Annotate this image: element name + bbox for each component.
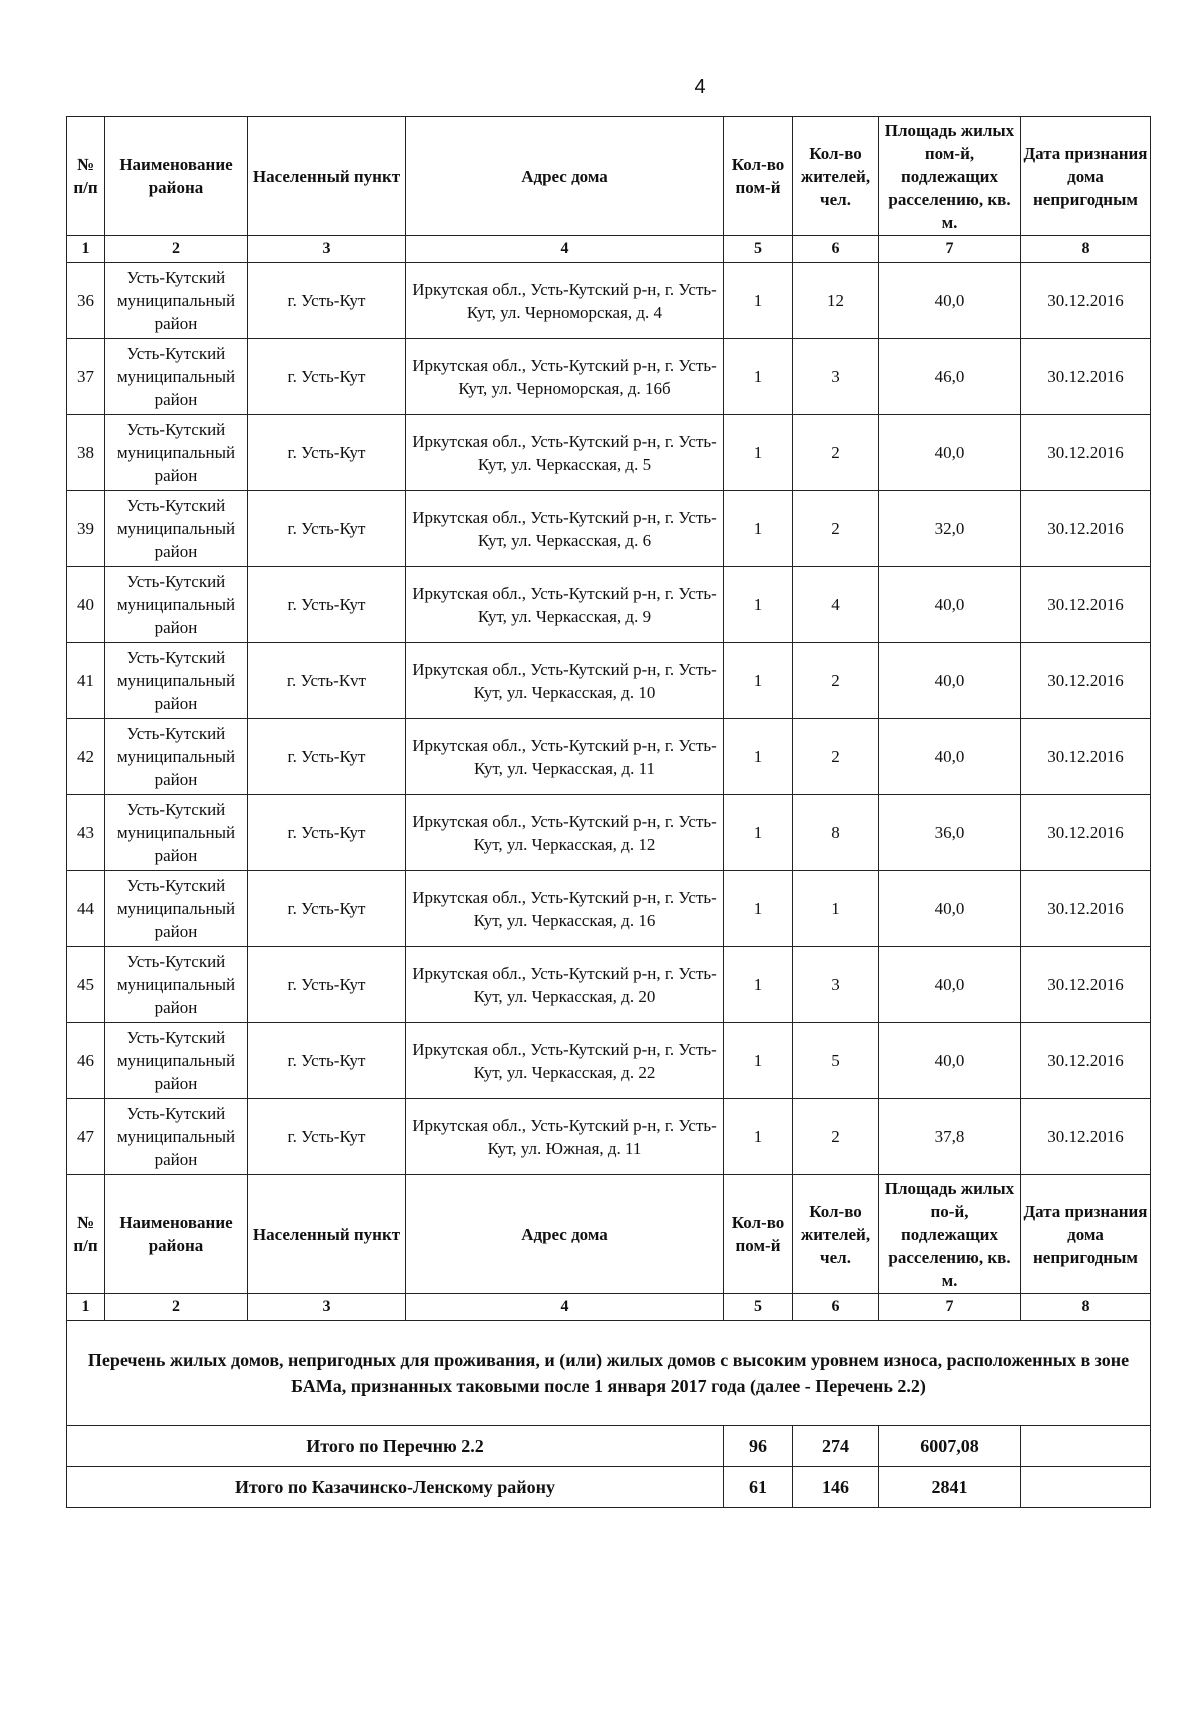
row-settlement: г. Усть-Кут xyxy=(248,947,406,1023)
total-area: 6007,08 xyxy=(879,1426,1021,1467)
column-number: 5 xyxy=(724,1294,793,1321)
row-residents: 2 xyxy=(793,491,879,567)
row-district: Усть-Кутский муниципальный район xyxy=(105,339,248,415)
row-residents: 2 xyxy=(793,719,879,795)
header-premises: Кол-во пом-й xyxy=(724,117,793,236)
header-date: Дата признания дома непригодным xyxy=(1021,117,1151,236)
row-number: 36 xyxy=(67,263,105,339)
column-number: 8 xyxy=(1021,1294,1151,1321)
total-label: Итого по Перечню 2.2 xyxy=(67,1426,724,1467)
row-date: 30.12.2016 xyxy=(1021,491,1151,567)
header-district: Наименование района xyxy=(105,117,248,236)
row-address: Иркутская обл., Усть-Кутский р-н, г. Усть-Кут, ул. Черкасская, д. 10 xyxy=(406,643,724,719)
section-heading: Перечень жилых домов, непригодных для проживания, и (или) жилых домов с высоким уровнем износа, расположенных в зоне БАМа, признанных таковыми после 1 января 2017 года (далее - Перечень 2.2) xyxy=(67,1321,1151,1426)
total-date xyxy=(1021,1426,1151,1467)
row-premises: 1 xyxy=(724,1099,793,1175)
row-premises: 1 xyxy=(724,567,793,643)
row-district: Усть-Кутский муниципальный район xyxy=(105,263,248,339)
table-row xyxy=(67,1023,1151,1099)
row-settlement: г. Усть-Кут xyxy=(248,263,406,339)
row-residents: 2 xyxy=(793,1099,879,1175)
row-district: Усть-Кутский муниципальный район xyxy=(105,719,248,795)
row-address: Иркутская обл., Усть-Кутский р-н, г. Усть-Кут, ул. Черкасская, д. 20 xyxy=(406,947,724,1023)
row-premises: 1 xyxy=(724,947,793,1023)
column-number: 7 xyxy=(879,236,1021,263)
section-heading-row xyxy=(67,1321,1151,1426)
row-district: Усть-Кутский муниципальный район xyxy=(105,643,248,719)
row-premises: 1 xyxy=(724,491,793,567)
column-number: 6 xyxy=(793,1294,879,1321)
row-address: Иркутская обл., Усть-Кутский р-н, г. Усть-Кут, ул. Черкасская, д. 22 xyxy=(406,1023,724,1099)
row-premises: 1 xyxy=(724,795,793,871)
column-number-row xyxy=(67,236,1151,263)
row-residents: 2 xyxy=(793,415,879,491)
header-settlement: Населенный пункт xyxy=(248,1175,406,1294)
row-settlement: г. Усть-Кут xyxy=(248,719,406,795)
row-address: Иркутская обл., Усть-Кутский р-н, г. Усть-Кут, ул. Черкасская, д. 12 xyxy=(406,795,724,871)
row-district: Усть-Кутский муниципальный район xyxy=(105,947,248,1023)
row-date: 30.12.2016 xyxy=(1021,567,1151,643)
header-area: Площадь жилых по-й, подлежащих расселению, кв. м. xyxy=(879,1175,1021,1294)
table-row xyxy=(67,1099,1151,1175)
column-number: 6 xyxy=(793,236,879,263)
row-number: 38 xyxy=(67,415,105,491)
row-date: 30.12.2016 xyxy=(1021,871,1151,947)
row-residents: 3 xyxy=(793,947,879,1023)
row-residents: 4 xyxy=(793,567,879,643)
row-area: 40,0 xyxy=(879,719,1021,795)
total-label: Итого по Казачинско-Ленскому району xyxy=(67,1467,724,1508)
row-area: 40,0 xyxy=(879,643,1021,719)
column-number: 1 xyxy=(67,236,105,263)
row-residents: 8 xyxy=(793,795,879,871)
row-number: 39 xyxy=(67,491,105,567)
page-number xyxy=(0,76,1200,99)
row-residents: 5 xyxy=(793,1023,879,1099)
column-number: 8 xyxy=(1021,236,1151,263)
row-premises: 1 xyxy=(724,263,793,339)
header-residents: Кол-во жителей, чел. xyxy=(793,1175,879,1294)
column-number: 4 xyxy=(406,1294,724,1321)
table-row xyxy=(67,643,1151,719)
row-address: Иркутская обл., Усть-Кутский р-н, г. Усть-Кут, ул. Черкасская, д. 9 xyxy=(406,567,724,643)
header-area: Площадь жилых пом-й, подлежащих расселению, кв. м. xyxy=(879,117,1021,236)
row-area: 40,0 xyxy=(879,947,1021,1023)
column-number: 4 xyxy=(406,236,724,263)
row-residents: 12 xyxy=(793,263,879,339)
row-settlement: г. Усть-Кут xyxy=(248,415,406,491)
row-residents: 2 xyxy=(793,643,879,719)
row-district: Усть-Кутский муниципальный район xyxy=(105,1099,248,1175)
total-row xyxy=(67,1467,1151,1508)
header-settlement: Населенный пункт xyxy=(248,117,406,236)
row-premises: 1 xyxy=(724,719,793,795)
row-number: 47 xyxy=(67,1099,105,1175)
row-date: 30.12.2016 xyxy=(1021,1099,1151,1175)
column-number: 5 xyxy=(724,236,793,263)
column-number: 3 xyxy=(248,236,406,263)
row-number: 37 xyxy=(67,339,105,415)
row-premises: 1 xyxy=(724,643,793,719)
row-date: 30.12.2016 xyxy=(1021,263,1151,339)
row-date: 30.12.2016 xyxy=(1021,795,1151,871)
row-area: 40,0 xyxy=(879,871,1021,947)
row-settlement: г. Усть-Кvт xyxy=(248,643,406,719)
row-district: Усть-Кутский муниципальный район xyxy=(105,567,248,643)
row-date: 30.12.2016 xyxy=(1021,947,1151,1023)
housing-table xyxy=(66,116,1151,1508)
row-date: 30.12.2016 xyxy=(1021,415,1151,491)
row-settlement: г. Усть-Кут xyxy=(248,339,406,415)
table-row xyxy=(67,947,1151,1023)
header-num: № п/п xyxy=(67,117,105,236)
row-address: Иркутская обл., Усть-Кутский р-н, г. Усть-Кут, ул. Южная, д. 11 xyxy=(406,1099,724,1175)
column-number: 7 xyxy=(879,1294,1021,1321)
row-residents: 1 xyxy=(793,871,879,947)
row-date: 30.12.2016 xyxy=(1021,1023,1151,1099)
row-area: 40,0 xyxy=(879,567,1021,643)
header-date: Дата признания дома непригодным xyxy=(1021,1175,1151,1294)
table-row xyxy=(67,719,1151,795)
table-rows xyxy=(67,263,1151,1175)
total-area: 2841 xyxy=(879,1467,1021,1508)
table-header xyxy=(67,117,1151,236)
header-residents: Кол-во жителей, чел. xyxy=(793,117,879,236)
row-residents: 3 xyxy=(793,339,879,415)
row-address: Иркутская обл., Усть-Кутский р-н, г. Усть-Кут, ул. Черкасская, д. 16 xyxy=(406,871,724,947)
row-date: 30.12.2016 xyxy=(1021,643,1151,719)
row-area: 32,0 xyxy=(879,491,1021,567)
row-date: 30.12.2016 xyxy=(1021,339,1151,415)
row-area: 40,0 xyxy=(879,415,1021,491)
header-num: № п/п xyxy=(67,1175,105,1294)
column-number-row-repeat xyxy=(67,1294,1151,1321)
row-number: 40 xyxy=(67,567,105,643)
header-address: Адрес дома xyxy=(406,1175,724,1294)
table-row xyxy=(67,567,1151,643)
row-number: 41 xyxy=(67,643,105,719)
row-number: 44 xyxy=(67,871,105,947)
row-address: Иркутская обл., Усть-Кутский р-н, г. Усть-Кут, ул. Черноморская, д. 4 xyxy=(406,263,724,339)
row-settlement: г. Усть-Кут xyxy=(248,871,406,947)
total-residents: 146 xyxy=(793,1467,879,1508)
total-premises: 61 xyxy=(724,1467,793,1508)
row-address: Иркутская обл., Усть-Кутский р-н, г. Усть-Кут, ул. Черкасская, д. 5 xyxy=(406,415,724,491)
row-settlement: г. Усть-Кут xyxy=(248,795,406,871)
row-district: Усть-Кутский муниципальный район xyxy=(105,1023,248,1099)
row-settlement: г. Усть-Кут xyxy=(248,1099,406,1175)
column-number: 2 xyxy=(105,1294,248,1321)
row-district: Усть-Кутский муниципальный район xyxy=(105,491,248,567)
total-residents: 274 xyxy=(793,1426,879,1467)
row-district: Усть-Кутский муниципальный район xyxy=(105,871,248,947)
row-settlement: г. Усть-Кут xyxy=(248,567,406,643)
table-row xyxy=(67,415,1151,491)
page-number-text: 4 xyxy=(694,76,706,98)
table-row xyxy=(67,795,1151,871)
row-area: 40,0 xyxy=(879,1023,1021,1099)
row-address: Иркутская обл., Усть-Кутский р-н, г. Усть-Кут, ул. Черкасская, д. 6 xyxy=(406,491,724,567)
row-number: 46 xyxy=(67,1023,105,1099)
row-premises: 1 xyxy=(724,871,793,947)
column-number: 1 xyxy=(67,1294,105,1321)
header-premises: Кол-во пом-й xyxy=(724,1175,793,1294)
row-settlement: г. Усть-Кут xyxy=(248,491,406,567)
row-number: 42 xyxy=(67,719,105,795)
row-district: Усть-Кутский муниципальный район xyxy=(105,795,248,871)
row-number: 43 xyxy=(67,795,105,871)
row-address: Иркутская обл., Усть-Кутский р-н, г. Усть-Кут, ул. Черноморская, д. 16б xyxy=(406,339,724,415)
table-row xyxy=(67,263,1151,339)
total-date xyxy=(1021,1467,1151,1508)
header-district: Наименование района xyxy=(105,1175,248,1294)
table-row xyxy=(67,491,1151,567)
column-number: 3 xyxy=(248,1294,406,1321)
row-address: Иркутская обл., Усть-Кутский р-н, г. Усть-Кут, ул. Черкасская, д. 11 xyxy=(406,719,724,795)
row-district: Усть-Кутский муниципальный район xyxy=(105,415,248,491)
table-header-repeat xyxy=(67,1175,1151,1294)
row-area: 40,0 xyxy=(879,263,1021,339)
row-date: 30.12.2016 xyxy=(1021,719,1151,795)
row-premises: 1 xyxy=(724,415,793,491)
row-premises: 1 xyxy=(724,339,793,415)
table-row xyxy=(67,871,1151,947)
row-number: 45 xyxy=(67,947,105,1023)
row-premises: 1 xyxy=(724,1023,793,1099)
row-area: 46,0 xyxy=(879,339,1021,415)
row-area: 36,0 xyxy=(879,795,1021,871)
column-number: 2 xyxy=(105,236,248,263)
row-area: 37,8 xyxy=(879,1099,1021,1175)
total-premises: 96 xyxy=(724,1426,793,1467)
header-address: Адрес дома xyxy=(406,117,724,236)
table-row xyxy=(67,339,1151,415)
total-row xyxy=(67,1426,1151,1467)
row-settlement: г. Усть-Кут xyxy=(248,1023,406,1099)
